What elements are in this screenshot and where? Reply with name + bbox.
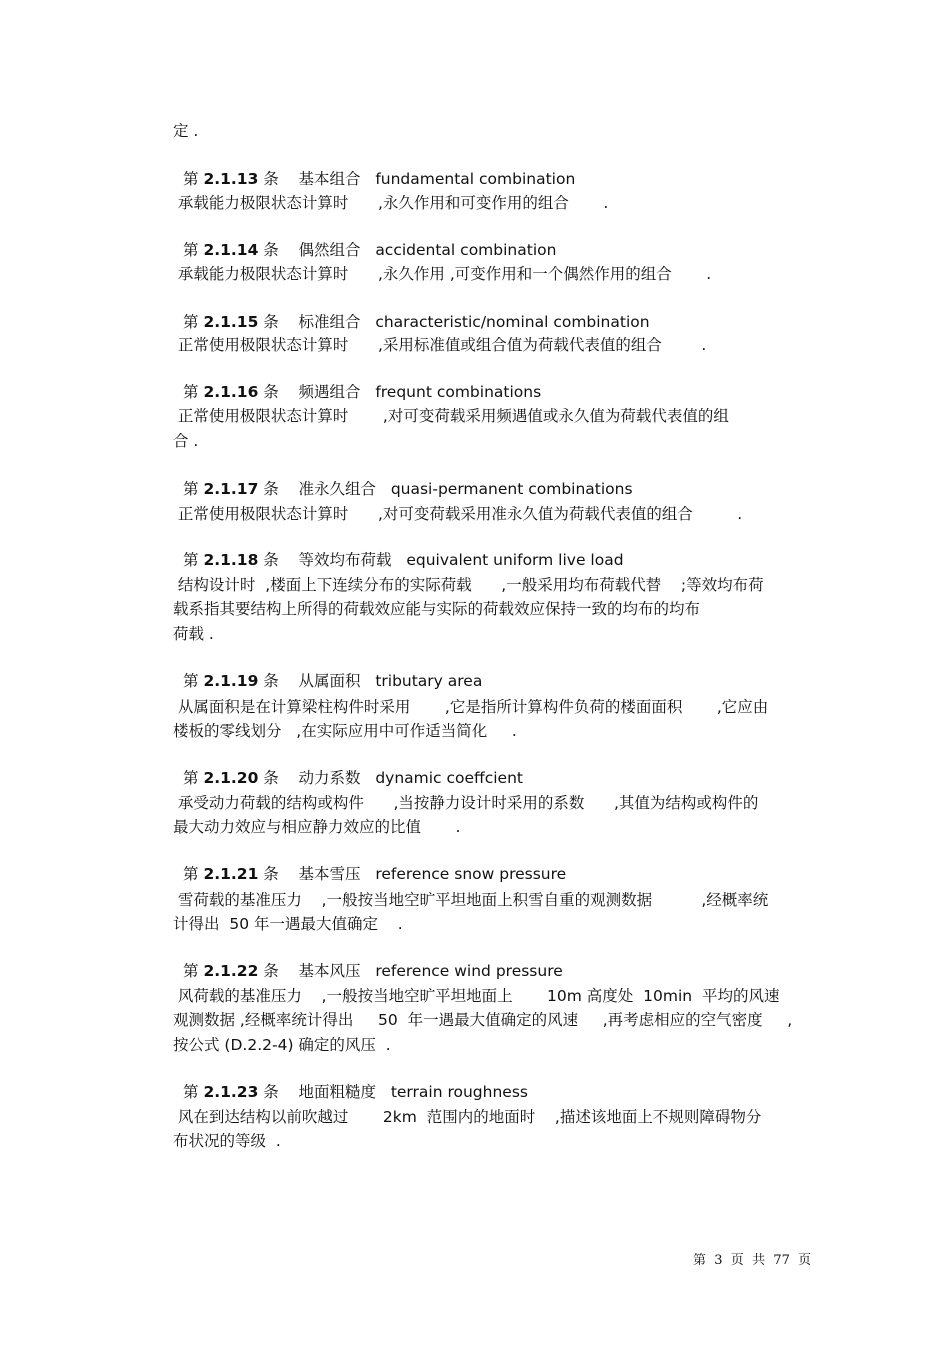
clause-heading: 第 2.1.19 条 从属面积 tributary area bbox=[183, 672, 483, 690]
clause-body: 雪荷载的基准压力 ,一般按当地空旷平坦地面上积雪自重的观测数据 ,经概率统 bbox=[173, 891, 769, 909]
clause-heading: 第 2.1.15 条 标准组合 characteristic/nominal combination bbox=[183, 313, 650, 331]
clause-heading: 第 2.1.16 条 频遇组合 frequnt combinations bbox=[183, 383, 542, 401]
clause-heading: 第 2.1.21 条 基本雪压 reference snow pressure bbox=[183, 865, 567, 883]
clause-heading: 第 2.1.20 条 动力系数 dynamic coeffcient bbox=[183, 769, 523, 787]
opening-line: 定 . bbox=[173, 122, 199, 140]
clause-body: 承受动力荷载的结构或构件 ,当按静力设计时采用的系数 ,其值为结构或构件的 bbox=[173, 794, 759, 812]
clause-body: 正常使用极限状态计算时 ,采用标准值或组合值为荷载代表值的组合 . bbox=[173, 336, 707, 354]
clause-body: 承载能力极限状态计算时 ,永久作用 ,可变作用和一个偶然作用的组合 . bbox=[173, 265, 712, 283]
clause-body: 最大动力效应与相应静力效应的比值 . bbox=[173, 818, 461, 836]
clause-body: 布状况的等级 . bbox=[173, 1132, 281, 1150]
clause-body: 正常使用极限状态计算时 ,对可变荷载采用频遇值或永久值为荷载代表值的组 bbox=[173, 407, 729, 425]
page-number-footer: 第 3 页 共 77 页 bbox=[693, 1253, 812, 1268]
clause-body: 风荷载的基准压力 ,一般按当地空旷平坦地面上 10m 高度处 10min 平均的风速 bbox=[173, 987, 780, 1005]
clause-body: 荷载 . bbox=[173, 625, 214, 643]
clause-heading: 第 2.1.23 条 地面粗糙度 terrain roughness bbox=[183, 1083, 528, 1101]
clause-body: 正常使用极限状态计算时 ,对可变荷载采用准永久值为荷载代表值的组合 . bbox=[173, 505, 743, 523]
clause-body: 计得出 50 年一遇最大值确定 . bbox=[173, 915, 403, 933]
clause-heading: 第 2.1.17 条 准永久组合 quasi-permanent combinations bbox=[183, 480, 633, 498]
clause-heading: 第 2.1.18 条 等效均布荷载 equivalent uniform live load bbox=[183, 551, 624, 569]
clause-body: 风在到达结构以前吹越过 2km 范围内的地面时 ,描述该地面上不规则障碍物分 bbox=[173, 1108, 762, 1126]
clause-body: 载系指其要结构上所得的荷载效应能与实际的荷载效应保持一致的均布的均布 bbox=[173, 600, 701, 618]
clause-body: 结构设计时 ,楼面上下连续分布的实际荷载 ,一般采用均布荷载代替 ;等效均布荷 bbox=[173, 576, 764, 594]
clause-body: 观测数据 ,经概率统计得出 50 年一遇最大值确定的风速 ,再考虑相应的空气密度 , bbox=[173, 1011, 793, 1029]
clause-body: 合 . bbox=[173, 432, 199, 450]
clause-heading: 第 2.1.22 条 基本风压 reference wind pressure bbox=[183, 962, 563, 980]
clause-body: 按公式 (D.2.2-4) 确定的风压 . bbox=[173, 1036, 391, 1054]
clause-heading: 第 2.1.13 条 基本组合 fundamental combination bbox=[183, 170, 576, 188]
clause-body: 承载能力极限状态计算时 ,永久作用和可变作用的组合 . bbox=[173, 194, 609, 212]
clause-body: 从属面积是在计算梁柱构件时采用 ,它是指所计算构件负荷的楼面面积 ,它应由 bbox=[173, 698, 769, 716]
clause-body: 楼板的零线划分 ,在实际应用中可作适当简化 . bbox=[173, 722, 517, 740]
clause-heading: 第 2.1.14 条 偶然组合 accidental combination bbox=[183, 241, 557, 259]
